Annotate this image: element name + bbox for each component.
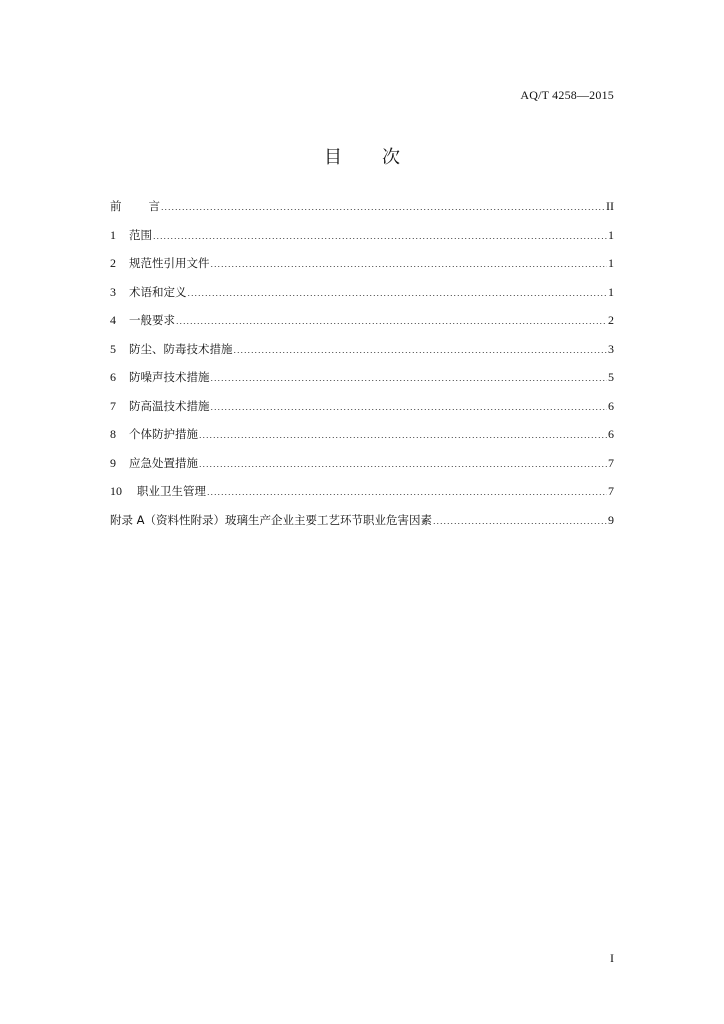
toc-leader-dots — [433, 511, 607, 531]
toc-entry-page: 1 — [608, 256, 614, 270]
toc-entry-label: 附录 A（资料性附录）玻璃生产企业主要工艺环节职业危害因素 — [110, 512, 433, 527]
toc-leader-dots — [211, 368, 608, 388]
toc-entry-label: 6 防噪声技术措施 — [110, 367, 210, 387]
toc-entry-page: 9 — [608, 512, 614, 527]
toc-entry-label: 8 个体防护措施 — [110, 424, 198, 444]
standard-code: AQ/T 4258—2015 — [520, 88, 614, 102]
table-of-contents — [110, 196, 614, 538]
toc-entry-2[interactable] — [110, 253, 614, 282]
toc-entry-10[interactable] — [110, 481, 614, 510]
toc-entry-label: 7 防高温技术措施 — [110, 396, 210, 416]
toc-entry-8[interactable] — [110, 424, 614, 453]
toc-entry-page: 6 — [608, 427, 614, 441]
toc-entry-label: 1 范围 — [110, 225, 152, 245]
toc-entry-6[interactable] — [110, 367, 614, 396]
toc-entry-5[interactable] — [110, 339, 614, 368]
toc-entry-page: 5 — [608, 370, 614, 384]
toc-entry-3[interactable] — [110, 282, 614, 311]
toc-entry-appendix-a[interactable] — [110, 510, 614, 539]
toc-entry-1[interactable] — [110, 225, 614, 254]
toc-entry-number: 2 — [110, 256, 116, 270]
toc-entry-page: 2 — [608, 313, 614, 327]
toc-leader-dots — [234, 340, 608, 360]
toc-entry-label: 10 职业卫生管理 — [110, 481, 206, 501]
toc-entry-label: 4 一般要求 — [110, 310, 175, 330]
toc-entry-4[interactable] — [110, 310, 614, 339]
toc-leader-dots — [188, 283, 608, 303]
toc-entry-number: 8 — [110, 427, 116, 441]
toc-entry-number: 4 — [110, 313, 116, 327]
toc-leader-dots — [176, 311, 607, 331]
toc-entry-label: 5 防尘、防毒技术措施 — [110, 339, 233, 359]
toc-leader-dots — [211, 397, 608, 417]
toc-entry-number: 7 — [110, 398, 116, 413]
toc-leader-dots — [199, 425, 607, 445]
toc-leader-dots — [161, 197, 605, 217]
toc-entry-label: 前 言 — [110, 199, 160, 213]
page-number: I — [610, 951, 614, 965]
toc-entry-label: 3 术语和定义 — [110, 282, 187, 302]
toc-leader-dots — [199, 454, 607, 474]
toc-entry-page: 3 — [608, 341, 614, 356]
toc-entry-page: 1 — [608, 284, 614, 299]
toc-entry-page: II — [606, 199, 614, 213]
toc-entry-7[interactable] — [110, 396, 614, 425]
toc-entry-number: 3 — [110, 284, 116, 299]
toc-entry-label: 2 规范性引用文件 — [110, 253, 210, 273]
toc-entry-preface[interactable] — [110, 196, 614, 225]
toc-leader-dots — [211, 254, 608, 274]
toc-entry-page: 1 — [608, 227, 614, 242]
toc-entry-page: 7 — [608, 484, 614, 498]
toc-entry-number: 10 — [110, 484, 122, 498]
toc-entry-number: 5 — [110, 341, 116, 356]
toc-entry-page: 7 — [608, 455, 614, 470]
toc-entry-number: 6 — [110, 370, 116, 384]
toc-entry-page: 6 — [608, 398, 614, 413]
toc-entry-number: 9 — [110, 455, 116, 470]
toc-leader-dots — [207, 482, 607, 502]
toc-entry-number: 1 — [110, 227, 116, 242]
page-title: 目次 — [324, 147, 440, 168]
toc-leader-dots — [153, 226, 607, 246]
toc-entry-label: 9 应急处置措施 — [110, 453, 198, 473]
toc-entry-9[interactable] — [110, 453, 614, 482]
